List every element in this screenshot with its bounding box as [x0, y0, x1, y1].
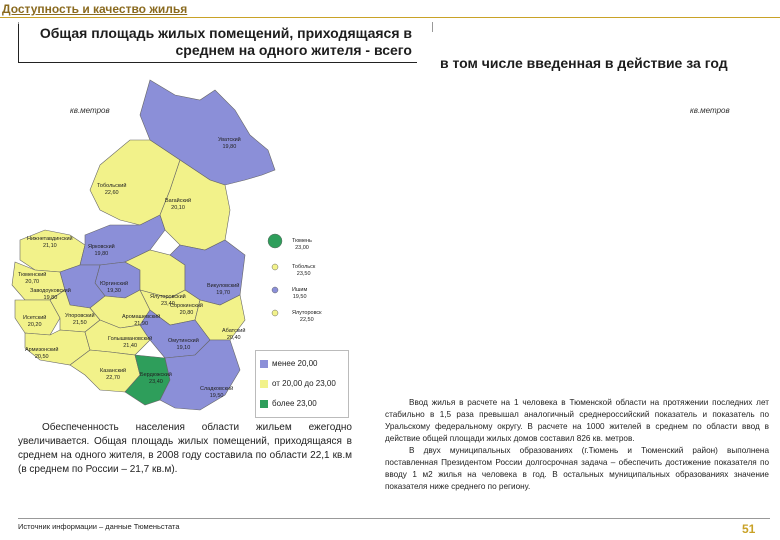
- region-name: Ярковский: [88, 244, 115, 250]
- region-label: [207, 283, 239, 297]
- region-label: [168, 338, 199, 352]
- city-marker-tobolsk: [272, 264, 278, 270]
- left-chart-title: Общая площадь жилых помещений, приходящаяся в среднем на одного жителя - всего: [39, 25, 412, 58]
- region-label: [222, 328, 245, 342]
- region-label: [97, 183, 126, 197]
- region-name: Вагайский: [165, 198, 192, 204]
- left-unit-label: кв.метров: [70, 106, 110, 115]
- region-value: 21,90: [134, 321, 149, 327]
- city-name: Ялуторовск: [292, 310, 322, 316]
- region-name: Тюменский: [18, 272, 47, 278]
- region-label: [140, 372, 172, 386]
- region-name: Аромашевский: [122, 314, 161, 320]
- city-marker-tyumen: [268, 234, 282, 248]
- region-label: [122, 314, 160, 328]
- city-label: [292, 264, 315, 278]
- region-name: Омутинский: [168, 338, 199, 344]
- region-name: Ялуторовский: [150, 294, 186, 300]
- region-value: 19,10: [176, 345, 191, 351]
- legend-label: менее 20,00: [272, 359, 318, 368]
- region-label: [165, 198, 191, 212]
- region-name: Армизонский: [25, 347, 59, 353]
- source-note: Источник информации – данные Тюменьстата: [18, 522, 180, 531]
- city-name: Тобольск: [292, 264, 316, 270]
- region-label: [18, 272, 46, 286]
- city-name: Тюмень: [292, 238, 312, 244]
- region-value: 20,10: [171, 205, 185, 211]
- legend-item: [260, 357, 318, 371]
- city-label: [292, 310, 322, 324]
- region-name: Викуловский: [207, 283, 240, 289]
- region-name: Сладковский: [200, 386, 234, 392]
- region-name: Голышмановский: [108, 336, 153, 342]
- region-label: [30, 288, 71, 302]
- city-marker-ishim: [272, 287, 278, 293]
- region-name: Юргинский: [100, 281, 129, 287]
- region-value: 19,50: [209, 393, 224, 399]
- legend-label: от 20,00 до 23,00: [272, 379, 336, 388]
- region-name: Уватский: [218, 137, 241, 143]
- region-name: Упоровский: [65, 313, 95, 319]
- region-value: 20,80: [179, 310, 194, 316]
- region-name: Заводоуковский: [30, 288, 71, 294]
- region-value: 19,80: [43, 295, 58, 301]
- legend-swatch: [260, 360, 268, 368]
- right-unit-label: кв.метров: [690, 106, 730, 115]
- region-label: [65, 313, 95, 327]
- page-number: 51: [742, 522, 756, 536]
- region-name: Исетский: [23, 315, 47, 321]
- region-value: 20,40: [226, 335, 241, 341]
- region-label: [100, 281, 128, 295]
- region-name: Тобольский: [97, 183, 127, 189]
- region-value: 21,40: [123, 343, 137, 349]
- region-value: 19,80: [222, 144, 237, 150]
- city-marker-yalutorovsk: [272, 310, 278, 316]
- region-value: 21,50: [72, 320, 87, 326]
- region-label: [27, 236, 73, 250]
- commentary: [385, 397, 769, 493]
- city-label: [292, 238, 312, 252]
- region-label: [218, 137, 241, 151]
- region-name: Сорокинский: [170, 303, 203, 309]
- region-value: 20,20: [27, 322, 42, 328]
- region-label: [108, 336, 152, 350]
- region-value: 20,70: [25, 279, 40, 285]
- legend-item: [260, 377, 336, 391]
- region-name: Казанский: [100, 368, 127, 374]
- city-value: 22,50: [299, 317, 314, 323]
- region-label: [88, 244, 115, 258]
- region-value: 22,60: [104, 190, 119, 196]
- legend-label: более 23,00: [272, 399, 317, 408]
- footer-rule: [18, 518, 770, 519]
- region-value: 19,80: [94, 251, 109, 257]
- region-value: 20,50: [34, 354, 49, 360]
- legend-item: [260, 397, 317, 411]
- legend-swatch: [260, 400, 268, 408]
- commentary-paragraph-1: Ввод жилья в расчете на 1 человека в Тюменской области на протяжении последних лет стабильно в 1,5 раза превышал аналогичный среднероссийский показатель и показатель по Уральскому федеральному округу. В расчете на 1000 жителей в среднем по области ввод в действие общей площади жилых домов составил 826 кв. метров.: [385, 398, 769, 443]
- region-value: 22,70: [106, 375, 120, 381]
- commentary-paragraph-2: В двух муниципальных образованиях (г.Тюмень и Тюменский район) выполнена поставленная Президентом России долгосрочная задача – обеспечить достижение показателя по вводу 1 м2 жилья на человека в год. В остальных муниципальных образованиях значение показателя ниже среднего по региону.: [385, 446, 769, 491]
- region-name: Абатский: [222, 328, 246, 334]
- city-value: 23,50: [296, 271, 311, 277]
- region-label: [170, 303, 203, 317]
- region-label: [23, 315, 46, 329]
- region-label: [25, 347, 58, 361]
- right-chart-title: в том числе введенная в действие за год: [440, 55, 728, 71]
- map-legend: [255, 350, 349, 418]
- city-label: [292, 287, 307, 301]
- header-title: Доступность и качество жилья: [2, 2, 188, 16]
- region-value: 23,40: [160, 301, 175, 307]
- legend-swatch: [260, 380, 268, 388]
- region-value: 23,40: [149, 379, 163, 385]
- region-label: [100, 368, 126, 382]
- region-name: Нижнетавдинский: [27, 236, 73, 242]
- city-name: Ишим: [292, 287, 308, 293]
- region-value: 21,10: [42, 243, 57, 249]
- city-value: 19,50: [292, 294, 307, 300]
- region-value: 19,70: [216, 290, 231, 296]
- region-label: [200, 386, 233, 400]
- city-value: 23,00: [295, 245, 309, 251]
- region-name: Бердюжский: [140, 372, 172, 378]
- summary-paragraph: Обеспеченность населения области жильем ежегодно увеличивается. Общая площадь жилых помещений, приходящаяся в среднем на одного жителя, в 2008 году составила по области 22,1 кв.м (в среднем по России – 21,7 кв.м).: [18, 422, 352, 475]
- region-value: 19,30: [107, 288, 121, 294]
